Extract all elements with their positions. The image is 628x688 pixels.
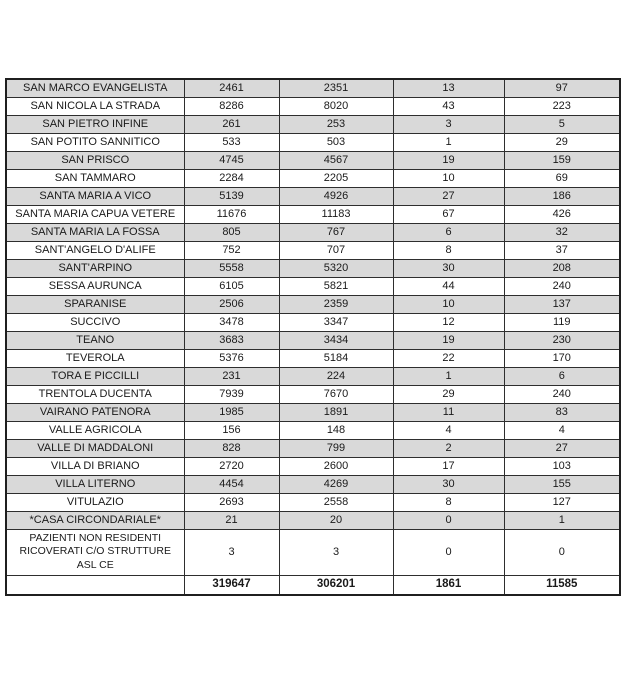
value-cell-3: 44 [393,277,504,295]
value-cell-2: 799 [279,439,393,457]
value-cell-2: 5320 [279,259,393,277]
value-cell-4: 119 [504,313,620,331]
municipality-cell: SAN TAMMARO [6,169,184,187]
value-cell-3: 67 [393,205,504,223]
value-cell-3: 2 [393,439,504,457]
table-body [6,79,620,595]
value-cell-1: 156 [184,421,279,439]
value-cell-4: 155 [504,475,620,493]
table-row [6,457,620,475]
municipality-cell: VALLE DI MADDALONI [6,439,184,457]
value-cell-1: 3683 [184,331,279,349]
table-row [6,241,620,259]
value-cell-4: 5 [504,115,620,133]
value-cell-1: 1985 [184,403,279,421]
value-cell-3: 43 [393,97,504,115]
value-cell-4: 1 [504,511,620,529]
value-cell-3: 10 [393,169,504,187]
value-cell-2: 3 [279,529,393,575]
value-cell-2: 2205 [279,169,393,187]
value-cell-1: 2693 [184,493,279,511]
value-cell-2: 7670 [279,385,393,403]
value-cell-3: 4 [393,421,504,439]
value-cell-4: 170 [504,349,620,367]
municipality-cell: SAN POTITO SANNITICO [6,133,184,151]
value-cell-1: 2461 [184,79,279,97]
municipality-cell: SUCCIVO [6,313,184,331]
value-cell-4: 83 [504,403,620,421]
value-cell-1: 4745 [184,151,279,169]
value-cell-2: 767 [279,223,393,241]
value-cell-2: 4926 [279,187,393,205]
value-cell-3: 8 [393,493,504,511]
value-cell-4: 208 [504,259,620,277]
table-row [6,331,620,349]
value-cell-4: 4 [504,421,620,439]
totals-row [6,575,620,595]
value-cell-4: 137 [504,295,620,313]
municipality-cell: SANTA MARIA A VICO [6,187,184,205]
value-cell-2: 707 [279,241,393,259]
totals-value-cell-2: 306201 [279,575,393,595]
municipality-cell: VAIRANO PATENORA [6,403,184,421]
value-cell-1: 8286 [184,97,279,115]
value-cell-3: 11 [393,403,504,421]
value-cell-2: 4567 [279,151,393,169]
value-cell-1: 533 [184,133,279,151]
table-row [6,187,620,205]
municipality-cell: SESSA AURUNCA [6,277,184,295]
value-cell-3: 1 [393,367,504,385]
municipality-cell: PAZIENTI NON RESIDENTI RICOVERATI C/O STRUTTURE ASL CE [6,529,184,575]
value-cell-3: 19 [393,151,504,169]
value-cell-4: 240 [504,385,620,403]
value-cell-1: 5558 [184,259,279,277]
value-cell-2: 2351 [279,79,393,97]
value-cell-3: 27 [393,187,504,205]
value-cell-1: 2284 [184,169,279,187]
table-row [6,385,620,403]
value-cell-1: 5139 [184,187,279,205]
table-row [6,349,620,367]
value-cell-1: 828 [184,439,279,457]
value-cell-2: 2359 [279,295,393,313]
table-row [6,97,620,115]
table-row [6,439,620,457]
value-cell-1: 11676 [184,205,279,223]
value-cell-1: 3478 [184,313,279,331]
value-cell-3: 12 [393,313,504,331]
value-cell-2: 503 [279,133,393,151]
municipality-cell: SANTA MARIA LA FOSSA [6,223,184,241]
totals-value-cell-3: 1861 [393,575,504,595]
table-row [6,295,620,313]
value-cell-3: 22 [393,349,504,367]
municipality-cell: SAN PIETRO INFINE [6,115,184,133]
value-cell-4: 103 [504,457,620,475]
value-cell-4: 32 [504,223,620,241]
municipality-cell: VITULAZIO [6,493,184,511]
value-cell-2: 1891 [279,403,393,421]
table-row [6,151,620,169]
table-row [6,277,620,295]
value-cell-1: 752 [184,241,279,259]
value-cell-3: 0 [393,511,504,529]
totals-value-cell-1: 319647 [184,575,279,595]
value-cell-2: 5821 [279,277,393,295]
municipality-cell: VALLE AGRICOLA [6,421,184,439]
value-cell-2: 2600 [279,457,393,475]
value-cell-3: 30 [393,475,504,493]
value-cell-2: 4269 [279,475,393,493]
municipality-cell: SANT'ARPINO [6,259,184,277]
municipality-cell: VILLA LITERNO [6,475,184,493]
value-cell-3: 19 [393,331,504,349]
table-row [6,259,620,277]
table-row [6,403,620,421]
value-cell-2: 3434 [279,331,393,349]
value-cell-1: 2506 [184,295,279,313]
totals-empty-cell [6,575,184,595]
value-cell-1: 3 [184,529,279,575]
value-cell-2: 20 [279,511,393,529]
municipalities-data-table [5,78,621,596]
value-cell-3: 1 [393,133,504,151]
value-cell-3: 29 [393,385,504,403]
value-cell-4: 186 [504,187,620,205]
value-cell-2: 148 [279,421,393,439]
value-cell-4: 69 [504,169,620,187]
value-cell-4: 127 [504,493,620,511]
value-cell-2: 253 [279,115,393,133]
municipality-cell: SAN MARCO EVANGELISTA [6,79,184,97]
value-cell-3: 6 [393,223,504,241]
value-cell-4: 159 [504,151,620,169]
value-cell-4: 230 [504,331,620,349]
table-row [6,133,620,151]
municipality-cell: TEANO [6,331,184,349]
value-cell-4: 97 [504,79,620,97]
municipality-cell: VILLA DI BRIANO [6,457,184,475]
totals-value-cell-4: 11585 [504,575,620,595]
value-cell-2: 2558 [279,493,393,511]
value-cell-1: 4454 [184,475,279,493]
municipality-cell: SAN PRISCO [6,151,184,169]
value-cell-1: 21 [184,511,279,529]
municipality-cell: SANT'ANGELO D'ALIFE [6,241,184,259]
table-row [6,205,620,223]
value-cell-4: 223 [504,97,620,115]
value-cell-4: 0 [504,529,620,575]
municipality-cell: SANTA MARIA CAPUA VETERE [6,205,184,223]
value-cell-1: 2720 [184,457,279,475]
value-cell-2: 3347 [279,313,393,331]
value-cell-3: 10 [393,295,504,313]
municipality-cell: TEVEROLA [6,349,184,367]
value-cell-3: 13 [393,79,504,97]
value-cell-4: 6 [504,367,620,385]
municipality-cell: *CASA CIRCONDARIALE* [6,511,184,529]
table-row [6,493,620,511]
municipality-cell: TORA E PICCILLI [6,367,184,385]
value-cell-1: 231 [184,367,279,385]
value-cell-4: 29 [504,133,620,151]
table-row [6,223,620,241]
value-cell-3: 3 [393,115,504,133]
table-row [6,475,620,493]
value-cell-1: 261 [184,115,279,133]
municipality-cell: TRENTOLA DUCENTA [6,385,184,403]
value-cell-3: 0 [393,529,504,575]
value-cell-4: 37 [504,241,620,259]
value-cell-2: 224 [279,367,393,385]
table-row [6,115,620,133]
value-cell-1: 5376 [184,349,279,367]
table-row [6,511,620,529]
value-cell-3: 8 [393,241,504,259]
municipality-cell: SAN NICOLA LA STRADA [6,97,184,115]
value-cell-2: 5184 [279,349,393,367]
value-cell-4: 240 [504,277,620,295]
value-cell-1: 805 [184,223,279,241]
value-cell-1: 6105 [184,277,279,295]
value-cell-1: 7939 [184,385,279,403]
table-row [6,169,620,187]
value-cell-4: 27 [504,439,620,457]
value-cell-2: 8020 [279,97,393,115]
value-cell-3: 30 [393,259,504,277]
table-row [6,529,620,575]
value-cell-2: 11183 [279,205,393,223]
table-row [6,79,620,97]
value-cell-3: 17 [393,457,504,475]
table-row [6,367,620,385]
table-row [6,313,620,331]
municipality-cell: SPARANISE [6,295,184,313]
table-row [6,421,620,439]
value-cell-4: 426 [504,205,620,223]
